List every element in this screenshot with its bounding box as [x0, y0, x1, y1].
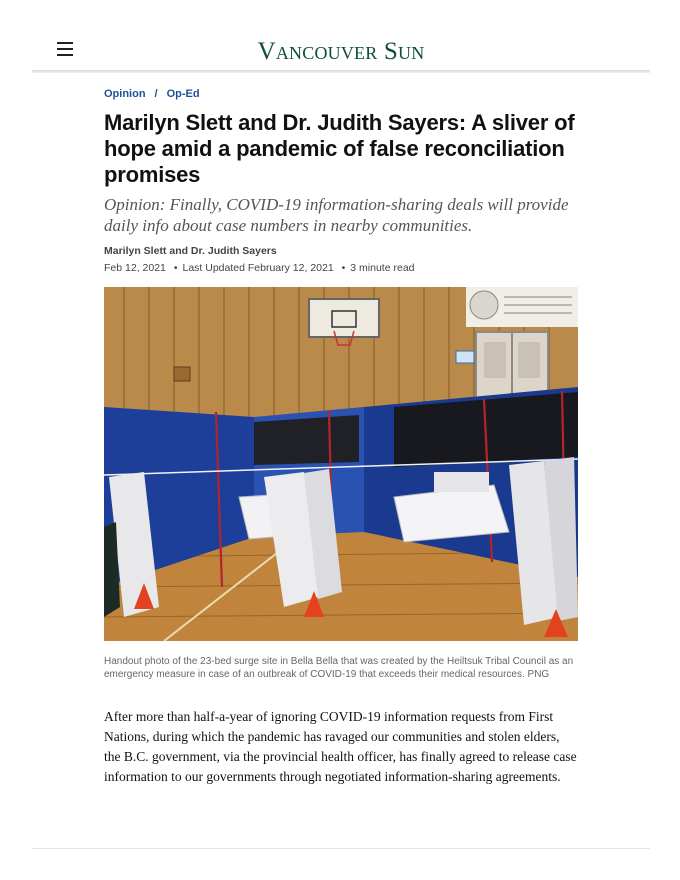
article-body-paragraph: After more than half-a-year of ignoring COVID-19 information requests from First Nations, during which the pandemic has ravaged our communities and stolen elders, the B.C. government, via the provincial health officer, has finally agreed to release case information to our governments through negotiated information-sharing agreements. — [104, 709, 577, 784]
article-photo[interactable] — [104, 287, 578, 641]
surge-site-photo — [104, 287, 578, 641]
header-divider — [32, 70, 650, 73]
breadcrumb-separator: / — [154, 88, 158, 100]
read-time: 3 minute read — [350, 262, 415, 274]
site-logo[interactable]: Vancouver Sun — [257, 38, 425, 65]
site-header — [32, 28, 650, 71]
article-headline: Marilyn Slett and Dr. Judith Sayers: A sliver of hope amid a pandemic of false reconciliation promises — [104, 110, 575, 187]
breadcrumb-opinion[interactable]: Opinion — [104, 88, 146, 100]
article-byline[interactable]: Marilyn Slett and Dr. Judith Sayers — [104, 245, 277, 257]
article-deck: Opinion: Finally, COVID-19 information-sharing deals will provide daily info about case numbers in nearby communities. — [104, 195, 569, 235]
article-header — [104, 86, 578, 275]
photo-caption: Handout photo of the 23-bed surge site in Bella Bella that was created by the Heiltsuk Tribal Council as an emergency measure in case of an outbreak of COVID-19 that exceeds their medical resources. PNG — [104, 656, 574, 680]
footer-divider — [32, 848, 650, 849]
breadcrumb — [104, 86, 578, 102]
breadcrumb-op-ed[interactable]: Op-Ed — [166, 88, 200, 100]
updated-date: Last Updated February 12, 2021 — [182, 262, 334, 274]
article-dateline: Feb 12, 2021 • Last Updated February 12, 2021 • 3 minute read — [104, 262, 415, 274]
published-date: Feb 12, 2021 — [104, 262, 166, 274]
